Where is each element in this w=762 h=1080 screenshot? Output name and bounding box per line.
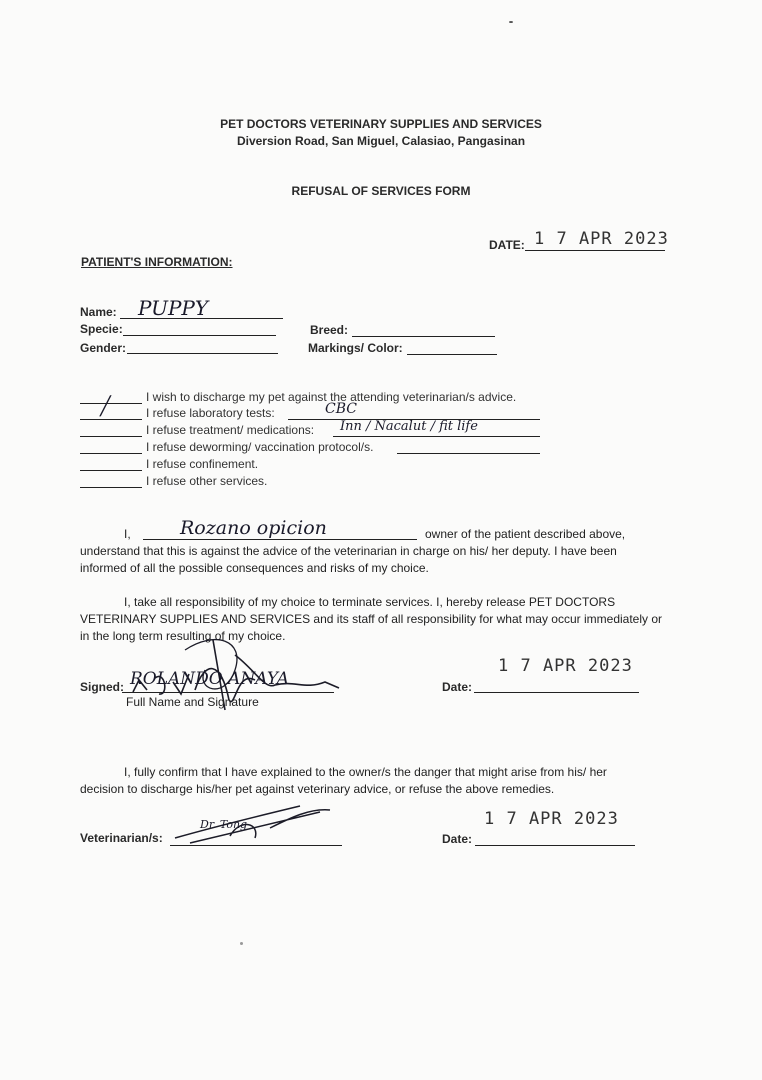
date-value: 1 7 APR 2023: [534, 229, 669, 249]
gender-label: Gender:: [80, 341, 127, 355]
gender-line: [127, 353, 278, 354]
option-deworming: I refuse deworming/ vaccination protocol/s.: [146, 440, 374, 454]
patient-info-heading: PATIENT'S INFORMATION:: [81, 255, 233, 269]
owner-date-label: Date:: [442, 680, 473, 694]
signed-label: Signed:: [80, 680, 124, 694]
deworming-line: [397, 453, 540, 454]
owner-name-written: Rozano opicion: [180, 517, 327, 539]
release-line3: in the long term resulting of my choice.: [80, 629, 286, 643]
form-title: REFUSAL OF SERVICES FORM: [291, 184, 471, 198]
signature-caption: Full Name and Signature: [126, 695, 259, 709]
vet-statement-line1: I, fully confirm that I have explained to the owner/s the danger that might arise from his/ her: [124, 765, 607, 779]
owner-statement-line2: understand that this is against the advice of the veterinarian in charge on his/ her deputy. I have been: [80, 544, 617, 558]
treatment-line: [333, 436, 540, 437]
vet-signature-text: Dr. Tong: [200, 818, 248, 831]
clinic-name: PET DOCTORS VETERINARY SUPPLIES AND SERVICES: [220, 117, 542, 131]
scan-speck: [240, 942, 243, 945]
owner-statement-line3: informed of all the possible consequences and risks of my choice.: [80, 561, 429, 575]
name-label: Name:: [80, 305, 117, 319]
veterinarian-label: Veterinarian/s:: [80, 831, 163, 845]
name-value: PUPPY: [138, 296, 209, 320]
option-blank: [80, 436, 142, 437]
owner-suffix: owner of the patient described above,: [425, 527, 626, 541]
breed-label: Breed:: [310, 323, 349, 337]
option-blank: [80, 470, 142, 471]
vet-statement-line2: decision to discharge his/her pet against veterinary advice, or refuse the above remedies.: [80, 782, 555, 796]
owner-date-value: 1 7 APR 2023: [498, 656, 633, 676]
markings-line: [407, 354, 497, 355]
treatment-detail: Inn / Nacalut / fit life: [340, 419, 478, 434]
lab-tests-detail: CBC: [325, 401, 357, 417]
option-blank: [80, 453, 142, 454]
breed-line: [352, 336, 495, 337]
option-confinement: I refuse confinement.: [146, 457, 259, 471]
option-lab-tests: I refuse laboratory tests:: [146, 406, 275, 420]
vet-signature-scribble: [170, 798, 340, 853]
specie-label: Specie:: [80, 322, 123, 336]
option-discharge: I wish to discharge my pet against the attending veterinarian/s advice.: [146, 390, 517, 404]
option-blank: [80, 403, 142, 404]
vet-date-label: Date:: [442, 832, 473, 846]
owner-prefix: I,: [124, 527, 131, 541]
owner-name-line: [143, 539, 417, 540]
option-treatment: I refuse treatment/ medications:: [146, 423, 315, 437]
owner-date-line: [474, 692, 639, 693]
owner-written-name: ROLANDO ANAYA: [130, 669, 290, 689]
release-line2: VETERINARY SUPPLIES AND SERVICES and its staff of all responsibility for what may occur immediately or: [80, 612, 663, 626]
option-blank: [80, 487, 142, 488]
option-blank: [80, 419, 142, 420]
scan-speck: [509, 21, 513, 23]
date-line: [525, 250, 665, 251]
date-label: DATE:: [489, 238, 525, 252]
clinic-address: Diversion Road, San Miguel, Calasiao, Pangasinan: [236, 134, 526, 148]
markings-label: Markings/ Color:: [308, 341, 403, 355]
release-line1: I, take all responsibility of my choice to terminate services. I, hereby release PET DOCTORS: [124, 595, 616, 609]
option-other: I refuse other services.: [146, 474, 268, 488]
specie-line: [123, 335, 276, 336]
vet-date-value: 1 7 APR 2023: [484, 809, 619, 829]
vet-date-line: [475, 845, 635, 846]
check-mark: ╱: [100, 396, 111, 417]
